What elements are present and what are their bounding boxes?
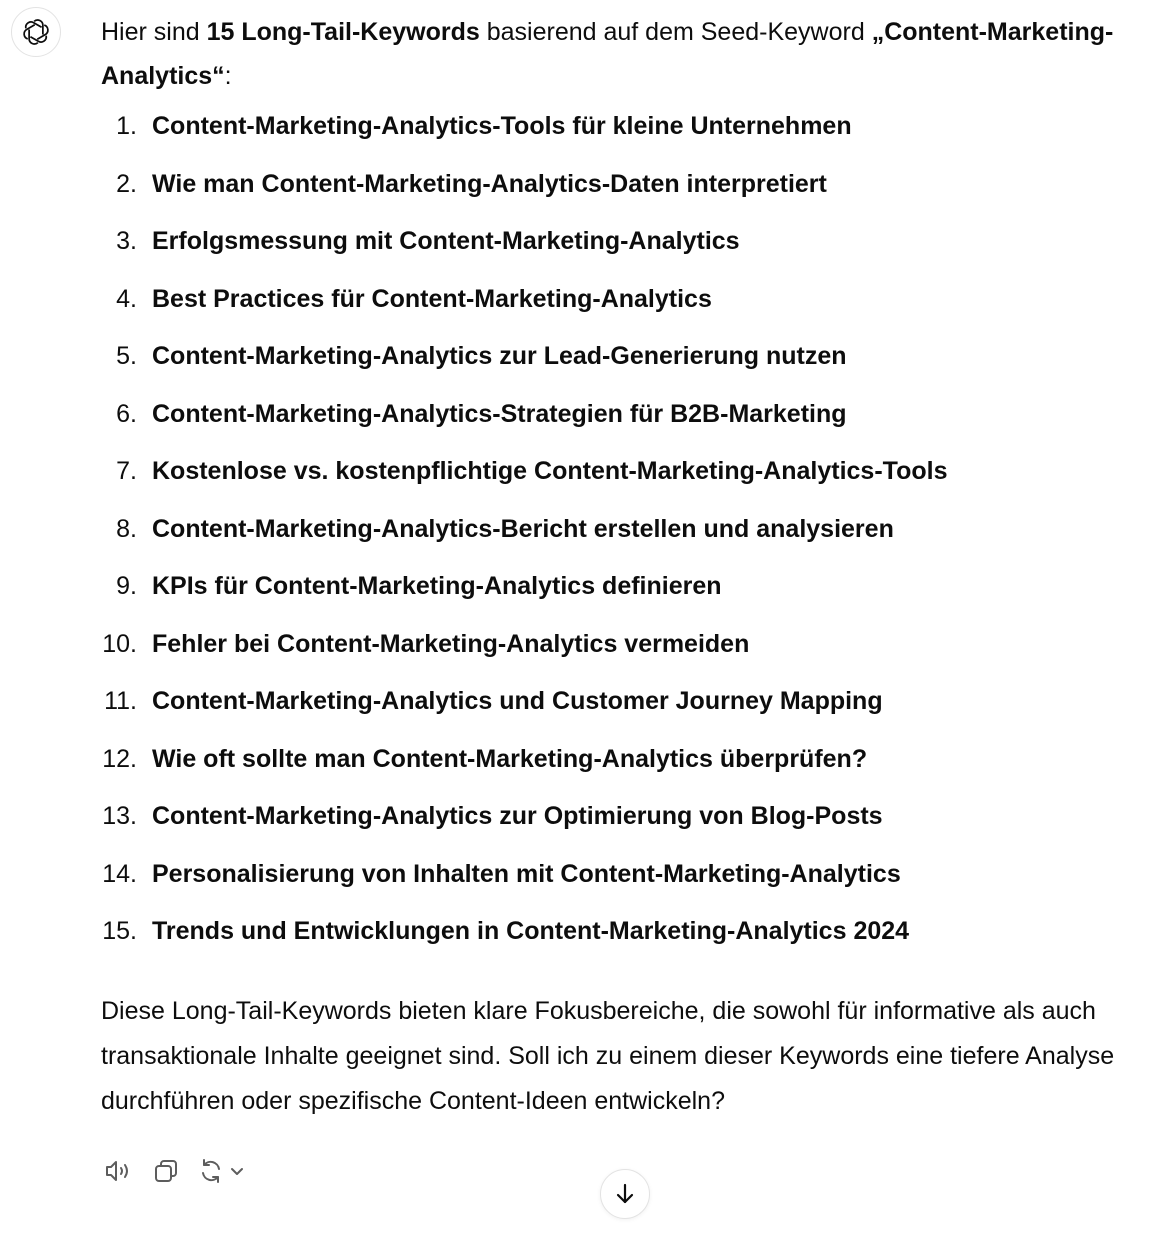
list-item-text: Trends und Entwicklungen in Content-Marketing-Analytics 2024 bbox=[152, 917, 910, 945]
list-item-text: Content-Marketing-Analytics-Tools für kleine Unternehmen bbox=[152, 112, 852, 140]
list-item-number: 14. bbox=[102, 859, 137, 888]
intro-seed-keyword: „Content-Marketing-Analytics“ bbox=[101, 18, 1114, 90]
list-item bbox=[101, 104, 1166, 162]
list-item bbox=[101, 334, 1166, 392]
list-item bbox=[101, 794, 1166, 852]
arrow-down-icon bbox=[612, 1181, 638, 1207]
list-item-text: Best Practices für Content-Marketing-Analytics bbox=[152, 284, 712, 313]
list-item-text: Personalisierung von Inhalten mit Content-Marketing-Analytics bbox=[152, 859, 901, 888]
list-item bbox=[101, 564, 1166, 622]
list-item-text: Fehler bei Content-Marketing-Analytics vermeiden bbox=[152, 629, 750, 658]
list-item-text: Content-Marketing-Analytics zur Optimierung von Blog-Posts bbox=[152, 802, 883, 830]
scroll-down-button[interactable] bbox=[600, 1169, 650, 1219]
list-item-number: 7. bbox=[116, 457, 137, 485]
list-item-number: 3. bbox=[116, 227, 137, 255]
keyword-list bbox=[101, 104, 1166, 967]
list-item-number: 8. bbox=[116, 514, 137, 543]
copy-button[interactable] bbox=[149, 1154, 183, 1188]
message-intro bbox=[101, 10, 1166, 98]
list-item bbox=[101, 909, 1166, 967]
list-item bbox=[101, 679, 1166, 737]
read-aloud-button[interactable] bbox=[101, 1154, 135, 1188]
list-item-number: 15. bbox=[102, 917, 137, 945]
assistant-avatar bbox=[11, 7, 61, 57]
list-item-number: 12. bbox=[102, 744, 137, 773]
list-item bbox=[101, 162, 1166, 220]
list-item bbox=[101, 737, 1166, 795]
list-item-text: Wie man Content-Marketing-Analytics-Daten interpretiert bbox=[152, 169, 827, 198]
intro-suffix: : bbox=[224, 62, 232, 90]
list-item-number: 13. bbox=[102, 802, 137, 830]
message-actions bbox=[101, 1154, 245, 1188]
speaker-icon bbox=[103, 1157, 133, 1185]
list-item-number: 2. bbox=[116, 169, 137, 198]
list-item bbox=[101, 449, 1166, 507]
list-item bbox=[101, 277, 1166, 335]
regenerate-button[interactable] bbox=[197, 1157, 245, 1185]
list-item-number: 5. bbox=[116, 342, 137, 370]
assistant-message bbox=[101, 10, 1166, 1124]
list-item bbox=[101, 507, 1166, 565]
intro-middle: basierend auf dem Seed-Keyword bbox=[479, 18, 872, 46]
list-item-number: 4. bbox=[116, 284, 137, 313]
message-outro: Diese Long-Tail-Keywords bieten klare Fokusbereiche, die sowohl für informative als auch transaktionale Inhalte geeignet sind. Soll ich zu einem dieser Keywords eine tiefere Analyse durchführen oder spezifische Content-Ideen entwickeln? bbox=[101, 996, 1115, 1115]
list-item-number: 11. bbox=[104, 687, 137, 715]
regenerate-icon bbox=[197, 1157, 225, 1185]
list-item-text: Erfolgsmessung mit Content-Marketing-Analytics bbox=[152, 227, 740, 255]
chevron-down-icon bbox=[229, 1163, 245, 1179]
list-item-text: KPIs für Content-Marketing-Analytics definieren bbox=[152, 572, 722, 600]
list-item bbox=[101, 852, 1166, 910]
list-item bbox=[101, 622, 1166, 680]
list-item-text: Wie oft sollte man Content-Marketing-Analytics überprüfen? bbox=[152, 744, 868, 773]
list-item-text: Kostenlose vs. kostenpflichtige Content-Marketing-Analytics-Tools bbox=[152, 457, 948, 485]
list-item-text: Content-Marketing-Analytics-Strategien für B2B-Marketing bbox=[152, 399, 847, 428]
openai-logo-icon bbox=[21, 17, 51, 47]
list-item-text: Content-Marketing-Analytics-Bericht erstellen und analysieren bbox=[152, 514, 894, 543]
list-item bbox=[101, 392, 1166, 450]
intro-prefix: Hier sind bbox=[101, 18, 207, 46]
intro-count: 15 Long-Tail-Keywords bbox=[206, 18, 480, 46]
list-item-number: 10. bbox=[102, 629, 137, 658]
copy-icon bbox=[152, 1157, 180, 1185]
list-item bbox=[101, 219, 1166, 277]
list-item-text: Content-Marketing-Analytics zur Lead-Generierung nutzen bbox=[152, 342, 847, 370]
list-item-number: 1. bbox=[116, 112, 137, 140]
list-item-number: 6. bbox=[116, 399, 137, 428]
list-item-text: Content-Marketing-Analytics und Customer Journey Mapping bbox=[152, 687, 883, 715]
list-item-number: 9. bbox=[116, 572, 137, 600]
